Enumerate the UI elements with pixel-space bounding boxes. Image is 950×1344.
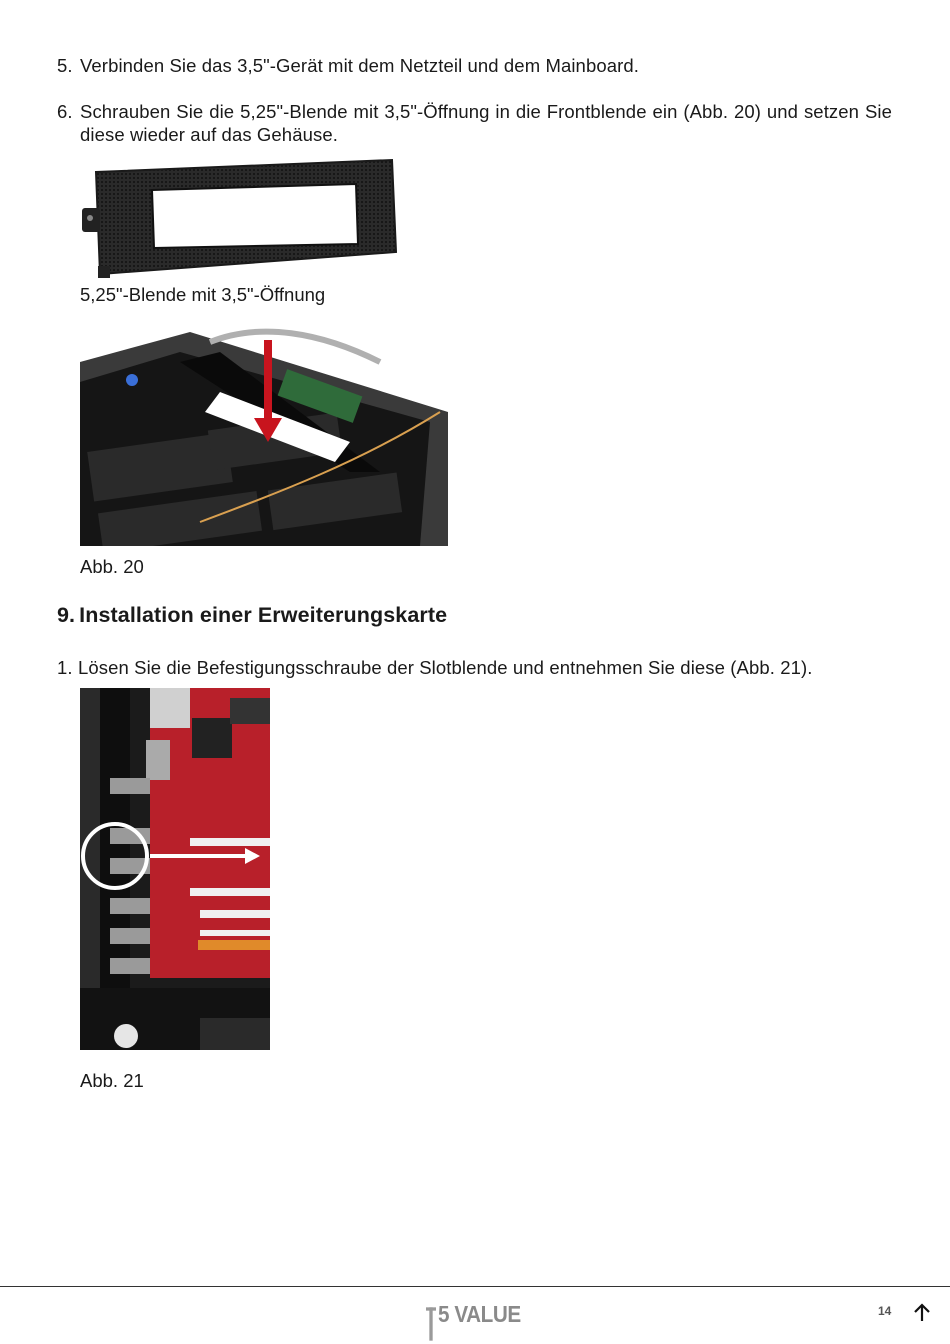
step-number: 6. (57, 101, 73, 122)
logo-t-mark (426, 1304, 436, 1344)
footer-divider (0, 1286, 950, 1287)
section-title: Installation einer Erweiterungskarte (79, 603, 448, 627)
step-6 (57, 100, 892, 146)
figure-21-caption: Abb. 21 (80, 1070, 144, 1091)
step-1 (57, 656, 897, 679)
step-5 (57, 54, 892, 77)
page-number: 14 (878, 1304, 892, 1318)
section-number: 9. (57, 603, 76, 627)
figure-21-photo (80, 688, 270, 1050)
arrow-up-icon[interactable] (909, 1300, 935, 1326)
brand-logo (424, 1300, 544, 1344)
step-number: 1. (57, 657, 73, 678)
step-number: 5. (57, 55, 73, 76)
step-text: Lösen Sie die Befestigungsschraube der Slotblende und entnehmen Sie diese (Abb. 21). (78, 657, 813, 678)
logo-text: 5 VALUE (438, 1301, 521, 1327)
figure-20-photo (80, 322, 448, 546)
figure-20-caption: Abb. 20 (80, 556, 144, 577)
step-text: Schrauben Sie die 5,25"-Blende mit 3,5"-Öffnung in die Frontblende ein (Abb. 20) und setzen Sie diese wieder auf das Gehäuse. (80, 101, 892, 145)
bezel-photo (80, 156, 398, 280)
bezel-caption: 5,25"-Blende mit 3,5"-Öffnung (80, 284, 326, 305)
section-heading (57, 603, 447, 628)
step-text: Verbinden Sie das 3,5"-Gerät mit dem Netzteil und dem Mainboard. (80, 55, 640, 76)
